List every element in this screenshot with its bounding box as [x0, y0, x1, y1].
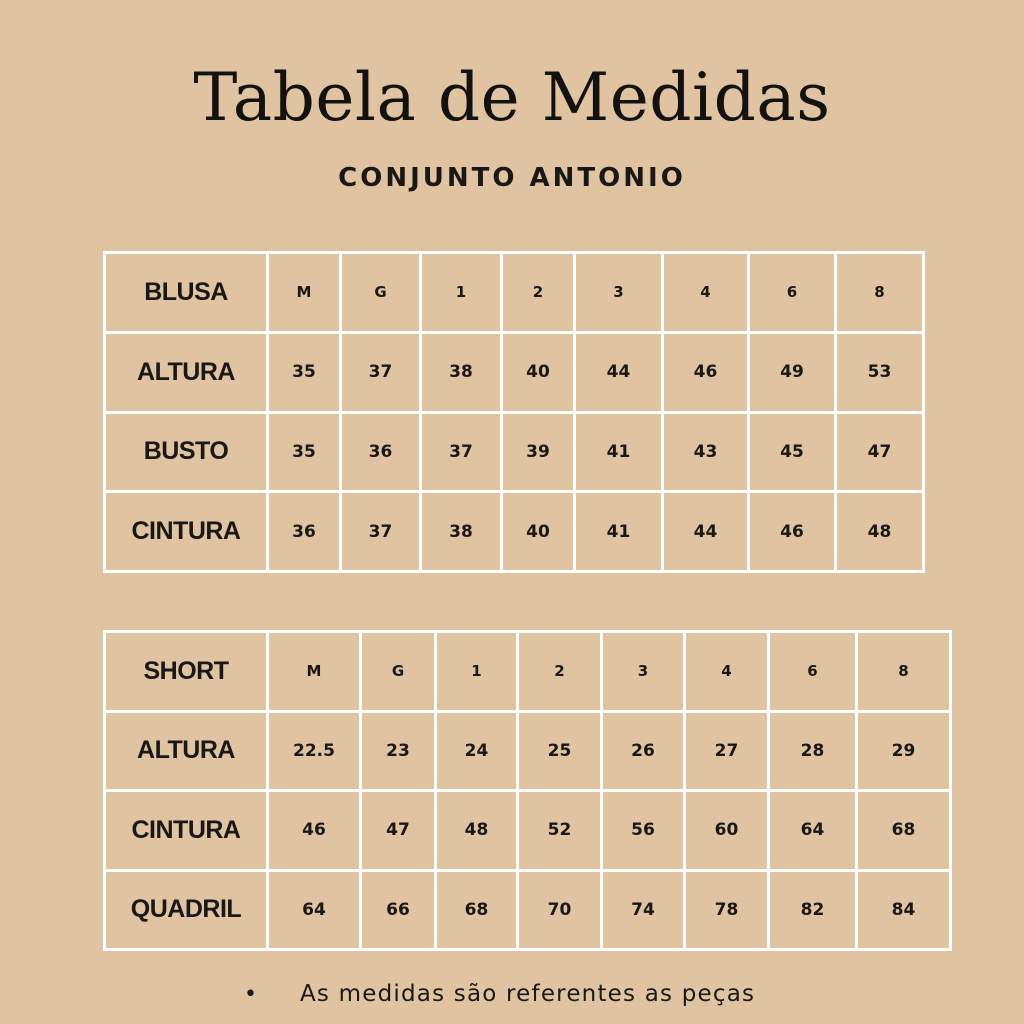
table-row	[105, 332, 924, 412]
short-size-table	[103, 630, 952, 951]
blusa-size-header: 2	[502, 253, 575, 333]
table-cell: 66	[361, 870, 436, 950]
table-cell: 46	[268, 791, 361, 871]
table-cell: 24	[436, 711, 518, 791]
page-subtitle: CONJUNTO ANTONIO	[338, 163, 686, 193]
short-size-header: G	[361, 632, 436, 712]
table-cell: 48	[436, 791, 518, 871]
table-cell: 84	[857, 870, 951, 950]
short-header-row	[105, 632, 951, 712]
table-row	[105, 711, 951, 791]
table-cell: 35	[268, 332, 341, 412]
table-row	[105, 492, 924, 572]
table-cell: 74	[602, 870, 685, 950]
table-cell: 44	[575, 332, 663, 412]
table-row	[105, 791, 951, 871]
table-cell: 64	[268, 870, 361, 950]
table-cell: 40	[502, 492, 575, 572]
blusa-size-header: G	[341, 253, 421, 333]
table-cell: 37	[341, 492, 421, 572]
table-cell: 48	[836, 492, 924, 572]
short-size-header: 4	[685, 632, 769, 712]
table-row	[105, 870, 951, 950]
short-size-header: 3	[602, 632, 685, 712]
row-label: ALTURA	[105, 711, 268, 791]
table-cell: 39	[502, 412, 575, 492]
table-cell: 68	[857, 791, 951, 871]
blusa-size-table	[103, 251, 925, 573]
row-label: CINTURA	[105, 791, 268, 871]
short-size-header: 2	[518, 632, 602, 712]
table-cell: 46	[749, 492, 836, 572]
blusa-header-row	[105, 253, 924, 333]
table-cell: 26	[602, 711, 685, 791]
blusa-size-header: M	[268, 253, 341, 333]
blusa-size-header: 1	[421, 253, 502, 333]
table-cell: 82	[769, 870, 857, 950]
row-label: ALTURA	[105, 332, 268, 412]
row-label: BUSTO	[105, 412, 268, 492]
table-cell: 41	[575, 492, 663, 572]
table-cell: 45	[749, 412, 836, 492]
table-cell: 38	[421, 492, 502, 572]
table-cell: 64	[769, 791, 857, 871]
table-cell: 68	[436, 870, 518, 950]
table-cell: 78	[685, 870, 769, 950]
table-cell: 53	[836, 332, 924, 412]
table-cell: 56	[602, 791, 685, 871]
table-cell: 47	[836, 412, 924, 492]
short-table-label: SHORT	[105, 632, 268, 712]
table-cell: 28	[769, 711, 857, 791]
footer-note	[244, 978, 755, 1011]
table-cell: 70	[518, 870, 602, 950]
short-size-header: 1	[436, 632, 518, 712]
table-row	[105, 412, 924, 492]
short-size-header: 8	[857, 632, 951, 712]
table-cell: 29	[857, 711, 951, 791]
blusa-size-header: 6	[749, 253, 836, 333]
short-size-header: M	[268, 632, 361, 712]
table-cell: 43	[663, 412, 749, 492]
page-title: Tabela de Medidas	[193, 59, 831, 136]
row-label: CINTURA	[105, 492, 268, 572]
bullet-icon: •	[244, 982, 259, 1007]
table-cell: 25	[518, 711, 602, 791]
table-cell: 22.5	[268, 711, 361, 791]
table-cell: 37	[341, 332, 421, 412]
table-cell: 52	[518, 791, 602, 871]
table-cell: 44	[663, 492, 749, 572]
footer-note-text: As medidas são referentes as peças	[300, 981, 756, 1007]
blusa-size-header: 3	[575, 253, 663, 333]
blusa-size-header: 8	[836, 253, 924, 333]
table-cell: 49	[749, 332, 836, 412]
table-cell: 23	[361, 711, 436, 791]
table-cell: 36	[268, 492, 341, 572]
table-cell: 38	[421, 332, 502, 412]
table-cell: 40	[502, 332, 575, 412]
table-cell: 27	[685, 711, 769, 791]
table-cell: 46	[663, 332, 749, 412]
table-cell: 47	[361, 791, 436, 871]
blusa-table-label: BLUSA	[105, 253, 268, 333]
table-cell: 41	[575, 412, 663, 492]
row-label: QUADRIL	[105, 870, 268, 950]
table-cell: 36	[341, 412, 421, 492]
short-size-header: 6	[769, 632, 857, 712]
table-cell: 37	[421, 412, 502, 492]
blusa-size-header: 4	[663, 253, 749, 333]
table-cell: 35	[268, 412, 341, 492]
table-cell: 60	[685, 791, 769, 871]
